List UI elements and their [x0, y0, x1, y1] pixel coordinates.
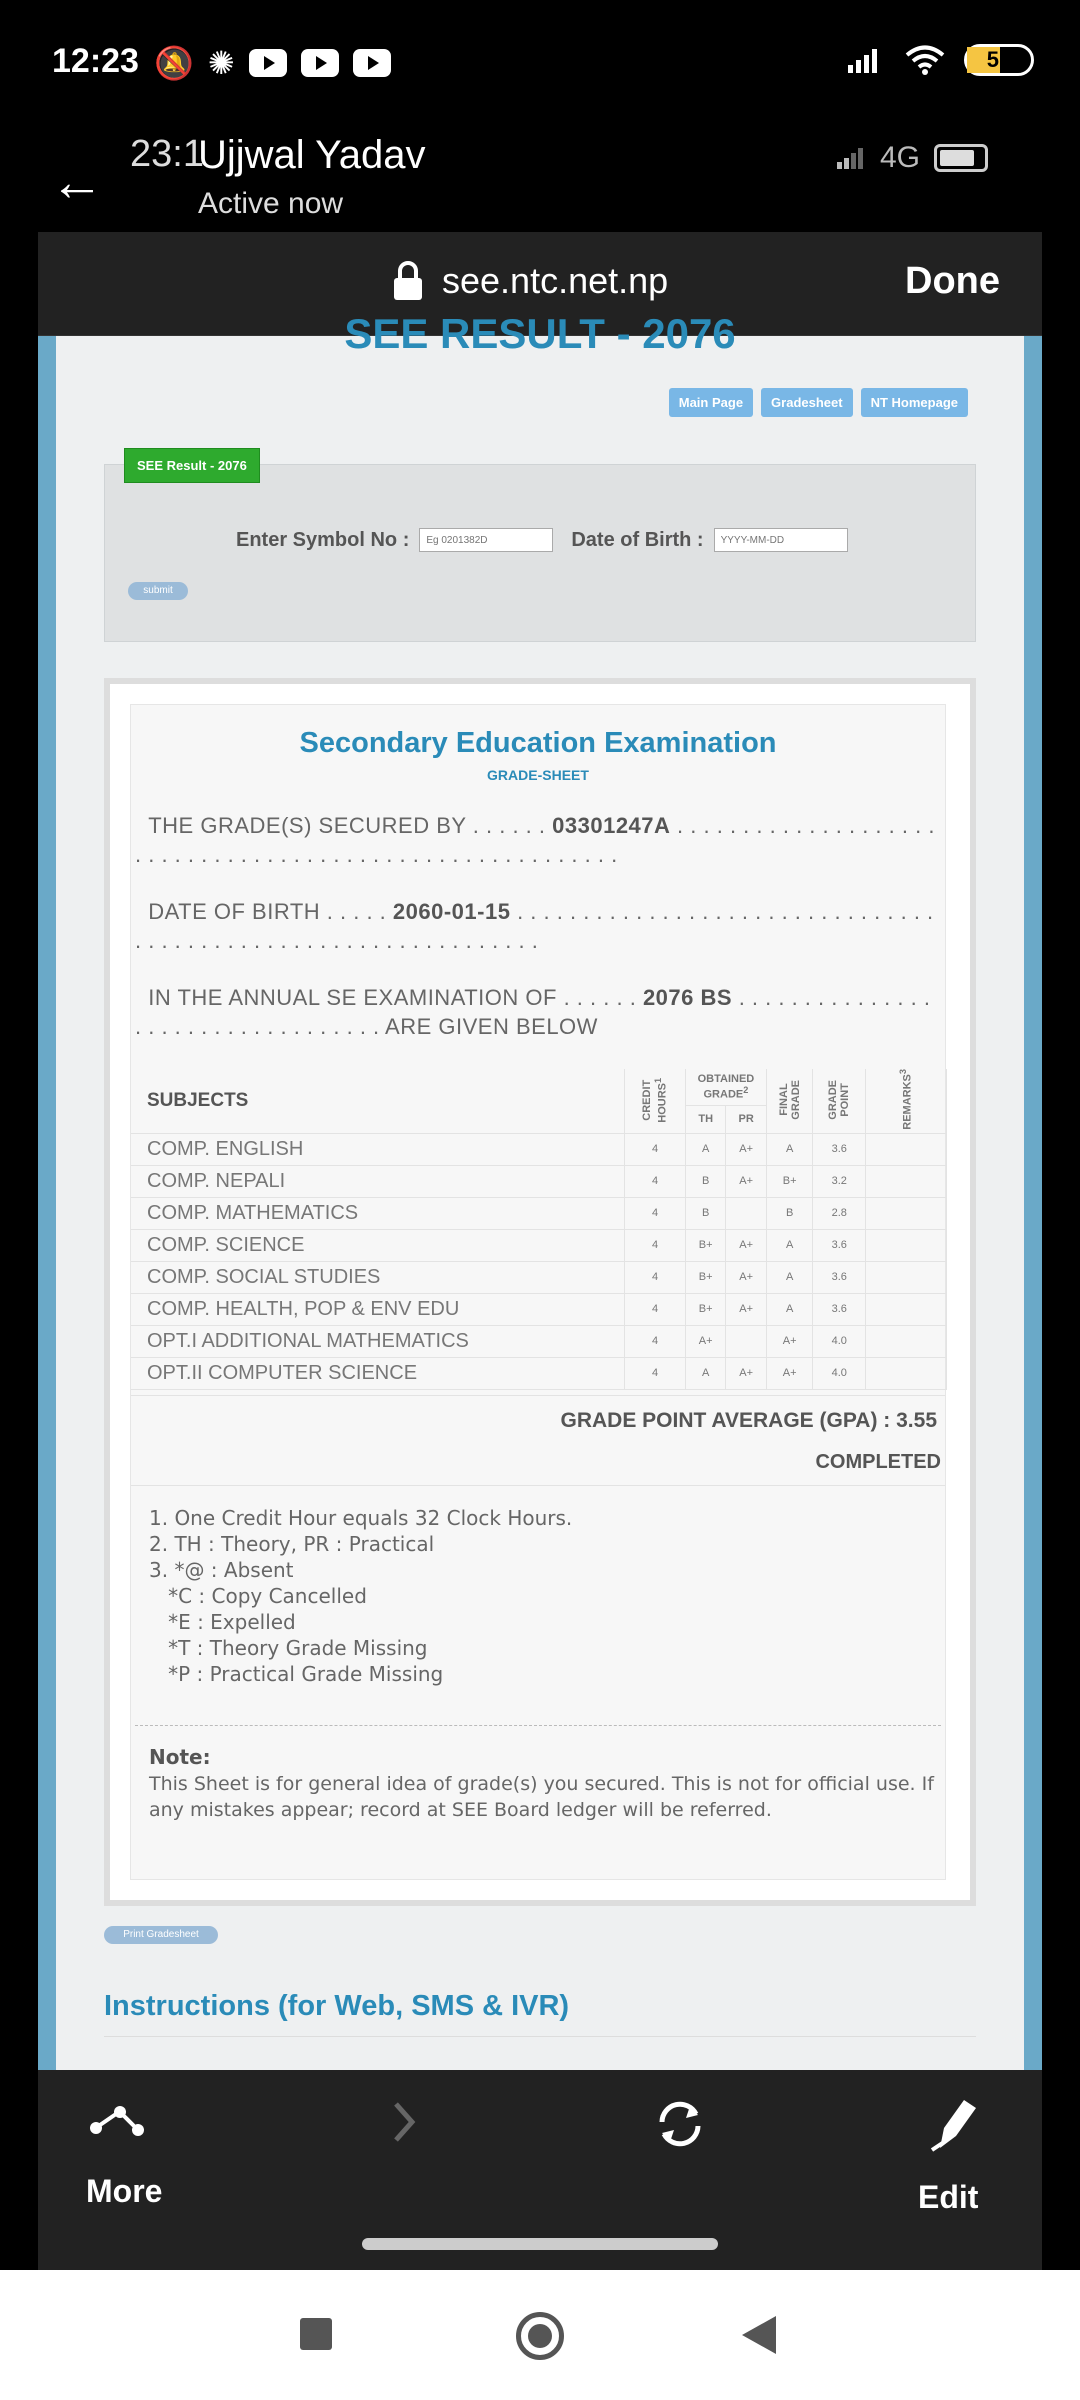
print-gradesheet-button[interactable]: Print Gradesheet	[104, 1926, 218, 1944]
back-arrow-icon[interactable]: ←	[50, 152, 104, 212]
th-cell: B	[685, 1165, 725, 1197]
grades-table	[131, 1069, 947, 1390]
remarks-cell	[866, 1165, 947, 1197]
credit-hours-header	[625, 1069, 686, 1133]
note-title: Note:	[149, 1745, 211, 1769]
obtained-grade-label: OBTAINED GRADE	[697, 1072, 755, 1101]
gp-cell: 3.6	[813, 1229, 866, 1261]
th-cell: B+	[685, 1293, 725, 1325]
remarks-cell	[866, 1325, 947, 1357]
youtube-icon	[249, 49, 287, 77]
remarks-cell	[866, 1293, 947, 1325]
footnote: *T : Theory Grade Missing	[149, 1636, 428, 1660]
credit-cell: 4	[625, 1133, 686, 1165]
credit-hours-label: CREDIT HOURS	[641, 1078, 669, 1122]
share-nodes-icon	[86, 2094, 156, 2144]
final-grade-label: FINAL GRADE	[777, 1079, 802, 1120]
table-row	[131, 1357, 947, 1389]
chat-header	[0, 125, 1080, 235]
remarks-label: REMARKS	[901, 1074, 914, 1130]
remarks-cell	[866, 1261, 947, 1293]
pr-cell: A+	[726, 1261, 766, 1293]
credit-cell: 4	[625, 1357, 686, 1389]
final-cell: A	[766, 1293, 813, 1325]
network-type: 4G	[879, 141, 920, 174]
status-bar	[0, 0, 1080, 125]
gradesheet-frame	[104, 678, 976, 1906]
subject-cell: COMP. SOCIAL STUDIES	[131, 1261, 625, 1293]
secured-by-line	[135, 811, 943, 869]
credit-cell: 4	[625, 1197, 686, 1229]
subject-cell: COMP. SCIENCE	[131, 1229, 625, 1261]
lock-icon	[392, 260, 424, 302]
gpa-value: GRADE POINT AVERAGE (GPA) : 3.55	[560, 1409, 937, 1432]
pr-cell: A+	[726, 1229, 766, 1261]
gradesheet-button[interactable]: Gradesheet	[761, 388, 853, 417]
more-label: More	[86, 2173, 163, 2209]
in-app-browser	[38, 232, 1042, 2272]
site-nav	[669, 388, 968, 417]
overlay-time: 23:1	[130, 133, 204, 175]
signal-icon	[836, 146, 866, 170]
gp-cell: 4.0	[813, 1357, 866, 1389]
subject-cell: OPT.II COMPUTER SCIENCE	[131, 1357, 625, 1389]
pen-edit-icon	[926, 2092, 980, 2154]
pr-cell	[726, 1325, 766, 1357]
exam-year: 2076 BS	[642, 985, 733, 1010]
search-form	[236, 528, 848, 552]
subject-cell: COMP. NEPALI	[131, 1165, 625, 1197]
credit-cell: 4	[625, 1229, 686, 1261]
credit-cell: 4	[625, 1293, 686, 1325]
symbol-number: 03301247A	[552, 813, 671, 838]
dob-suffix: . . . . . . . . . . . . . . . . . . . . . . . . . . . . . . . . . . . . . . . . . . . . . . . . . . . . . . . . . . . . . . .	[135, 899, 934, 953]
pr-cell: A+	[726, 1293, 766, 1325]
subjects-header: SUBJECTS	[131, 1069, 625, 1133]
system-icons	[846, 44, 1034, 76]
wifi-icon	[904, 44, 946, 76]
final-cell: A	[766, 1261, 813, 1293]
gp-cell: 3.6	[813, 1261, 866, 1293]
clock: 12:23	[52, 42, 139, 80]
final-cell: A	[766, 1229, 813, 1261]
grade-point-label: GRADE POINT	[827, 1079, 852, 1120]
refresh-icon[interactable]	[652, 2096, 708, 2152]
table-row	[131, 1293, 947, 1325]
url-label[interactable]: see.ntc.net.np	[442, 260, 669, 301]
grade-point-header	[813, 1069, 866, 1133]
th-cell: B+	[685, 1229, 725, 1261]
notification-icons	[154, 44, 391, 82]
subject-cell: OPT.I ADDITIONAL MATHEMATICS	[131, 1325, 625, 1357]
final-grade-header	[766, 1069, 813, 1133]
page-body	[56, 310, 1024, 2070]
th-cell: B+	[685, 1261, 725, 1293]
completion-status: COMPLETED	[815, 1451, 941, 1473]
table-row	[131, 1133, 947, 1165]
remarks-header	[866, 1069, 947, 1133]
edit-button[interactable]	[918, 2092, 980, 2216]
credit-cell: 4	[625, 1261, 686, 1293]
dob-input[interactable]	[714, 528, 848, 552]
pr-cell: A+	[726, 1133, 766, 1165]
dob-prefix: DATE OF BIRTH . . . . .	[148, 899, 387, 924]
final-cell: A+	[766, 1325, 813, 1357]
exam-prefix: IN THE ANNUAL SE EXAMINATION OF . . . . . .	[148, 985, 637, 1010]
table-row	[131, 1261, 947, 1293]
note-body: This Sheet is for general idea of grade(s) you secured. This is not for official use. If any mistakes appear; record at SEE Board ledger will be referred.	[149, 1773, 934, 1821]
th-header: TH	[685, 1105, 725, 1133]
exam-line	[135, 983, 943, 1041]
symbol-input[interactable]	[419, 528, 553, 552]
youtube-icon	[301, 49, 339, 77]
exam-suffix: . . . . . . . . . . . . . . . . . . . . . . . . . . . . . . . . . . ARE GIVEN BELOW	[135, 985, 931, 1039]
remarks-cell	[866, 1357, 947, 1389]
remarks-cell	[866, 1197, 947, 1229]
gradesheet	[130, 704, 946, 1880]
instructions-divider	[104, 2036, 976, 2037]
battery-icon	[964, 44, 1034, 76]
final-cell: B+	[766, 1165, 813, 1197]
remarks-cell	[866, 1133, 947, 1165]
subject-cell: COMP. MATHEMATICS	[131, 1197, 625, 1229]
footnote: 1. One Credit Hour equals 32 Clock Hours.	[149, 1506, 573, 1530]
secured-by-prefix: THE GRADE(S) SECURED BY . . . . . .	[148, 813, 546, 838]
submit-button[interactable]: submit	[128, 582, 188, 600]
footnote: 2. TH : Theory, PR : Practical	[149, 1532, 435, 1556]
result-tab[interactable]: SEE Result - 2076	[124, 448, 260, 483]
gradesheet-title: Secondary Education Examination	[299, 727, 777, 759]
recents-button[interactable]	[300, 2318, 332, 2350]
battery-icon	[934, 144, 988, 172]
footnote: *P : Practical Grade Missing	[149, 1662, 444, 1686]
subject-cell: COMP. HEALTH, POP & ENV EDU	[131, 1293, 625, 1325]
table-row	[131, 1325, 947, 1357]
remarks-sup: 3	[898, 1069, 909, 1075]
table-row	[131, 1229, 947, 1261]
forward-chevron-icon[interactable]	[384, 2096, 424, 2148]
muted-bell-icon: 🔕	[154, 45, 194, 81]
done-button[interactable]: Done	[905, 260, 1000, 302]
pr-header: PR	[726, 1105, 766, 1133]
messenger-icon: ✺	[207, 45, 235, 81]
note-divider	[135, 1725, 941, 1726]
dob-line	[135, 897, 943, 955]
gp-cell: 3.2	[813, 1165, 866, 1197]
obtained-grade-header	[685, 1069, 766, 1105]
footnote: *C : Copy Cancelled	[149, 1584, 367, 1608]
th-cell: B	[685, 1197, 725, 1229]
th-cell: A	[685, 1133, 725, 1165]
contact-status: Active now	[198, 187, 344, 220]
gp-cell: 3.6	[813, 1133, 866, 1165]
main-page-button[interactable]: Main Page	[669, 388, 753, 417]
credit-hours-sup: 1	[653, 1076, 664, 1083]
page-title: SEE RESULT - 2076	[344, 310, 736, 357]
final-cell: A+	[766, 1357, 813, 1389]
gpa-divider-top	[131, 1395, 945, 1396]
back-button[interactable]	[742, 2316, 776, 2354]
nt-homepage-button[interactable]: NT Homepage	[861, 388, 968, 417]
table-row	[131, 1165, 947, 1197]
youtube-icon	[353, 49, 391, 77]
credit-cell: 4	[625, 1325, 686, 1357]
th-cell: A+	[685, 1325, 725, 1357]
more-button[interactable]	[86, 2094, 162, 2210]
result-search-panel	[104, 464, 976, 642]
instructions-heading: Instructions (for Web, SMS & IVR)	[104, 1990, 570, 2022]
footnote: *E : Expelled	[149, 1610, 296, 1634]
footnote: 3. *@ : Absent	[149, 1558, 294, 1582]
obtained-grade-sup: 2	[743, 1084, 749, 1095]
final-cell: A	[766, 1133, 813, 1165]
credit-cell: 4	[625, 1165, 686, 1197]
home-button[interactable]	[516, 2312, 564, 2360]
home-indicator[interactable]	[362, 2238, 718, 2250]
symbol-label: Enter Symbol No :	[236, 528, 410, 551]
subject-cell: COMP. ENGLISH	[131, 1133, 625, 1165]
signal-icon	[846, 45, 886, 75]
remarks-cell	[866, 1229, 947, 1261]
footnotes	[149, 1505, 572, 1687]
date-of-birth: 2060-01-15	[392, 899, 511, 924]
contact-name[interactable]: Ujjwal Yadav	[198, 133, 426, 177]
gp-cell: 4.0	[813, 1325, 866, 1357]
battery-level: 51	[986, 47, 1012, 72]
gpa-divider-bottom	[131, 1485, 945, 1486]
dob-label: Date of Birth :	[571, 528, 704, 551]
table-row	[131, 1197, 947, 1229]
system-navigation-bar	[0, 2270, 1080, 2400]
pr-cell: A+	[726, 1165, 766, 1197]
secured-by-suffix: . . . . . . . . . . . . . . . . . . . . . . . . . . . . . . . . . . . . . . . . . . . . . . . . . . . . . . . . .	[135, 813, 935, 867]
final-cell: B	[766, 1197, 813, 1229]
edit-label: Edit	[918, 2179, 979, 2215]
gradesheet-subtitle: GRADE-SHEET	[487, 767, 589, 783]
th-cell: A	[685, 1357, 725, 1389]
pr-cell: A+	[726, 1357, 766, 1389]
web-content[interactable]	[38, 310, 1042, 2070]
gp-cell: 3.6	[813, 1293, 866, 1325]
pr-cell	[726, 1197, 766, 1229]
overlay-status-icons	[836, 141, 988, 175]
gp-cell: 2.8	[813, 1197, 866, 1229]
